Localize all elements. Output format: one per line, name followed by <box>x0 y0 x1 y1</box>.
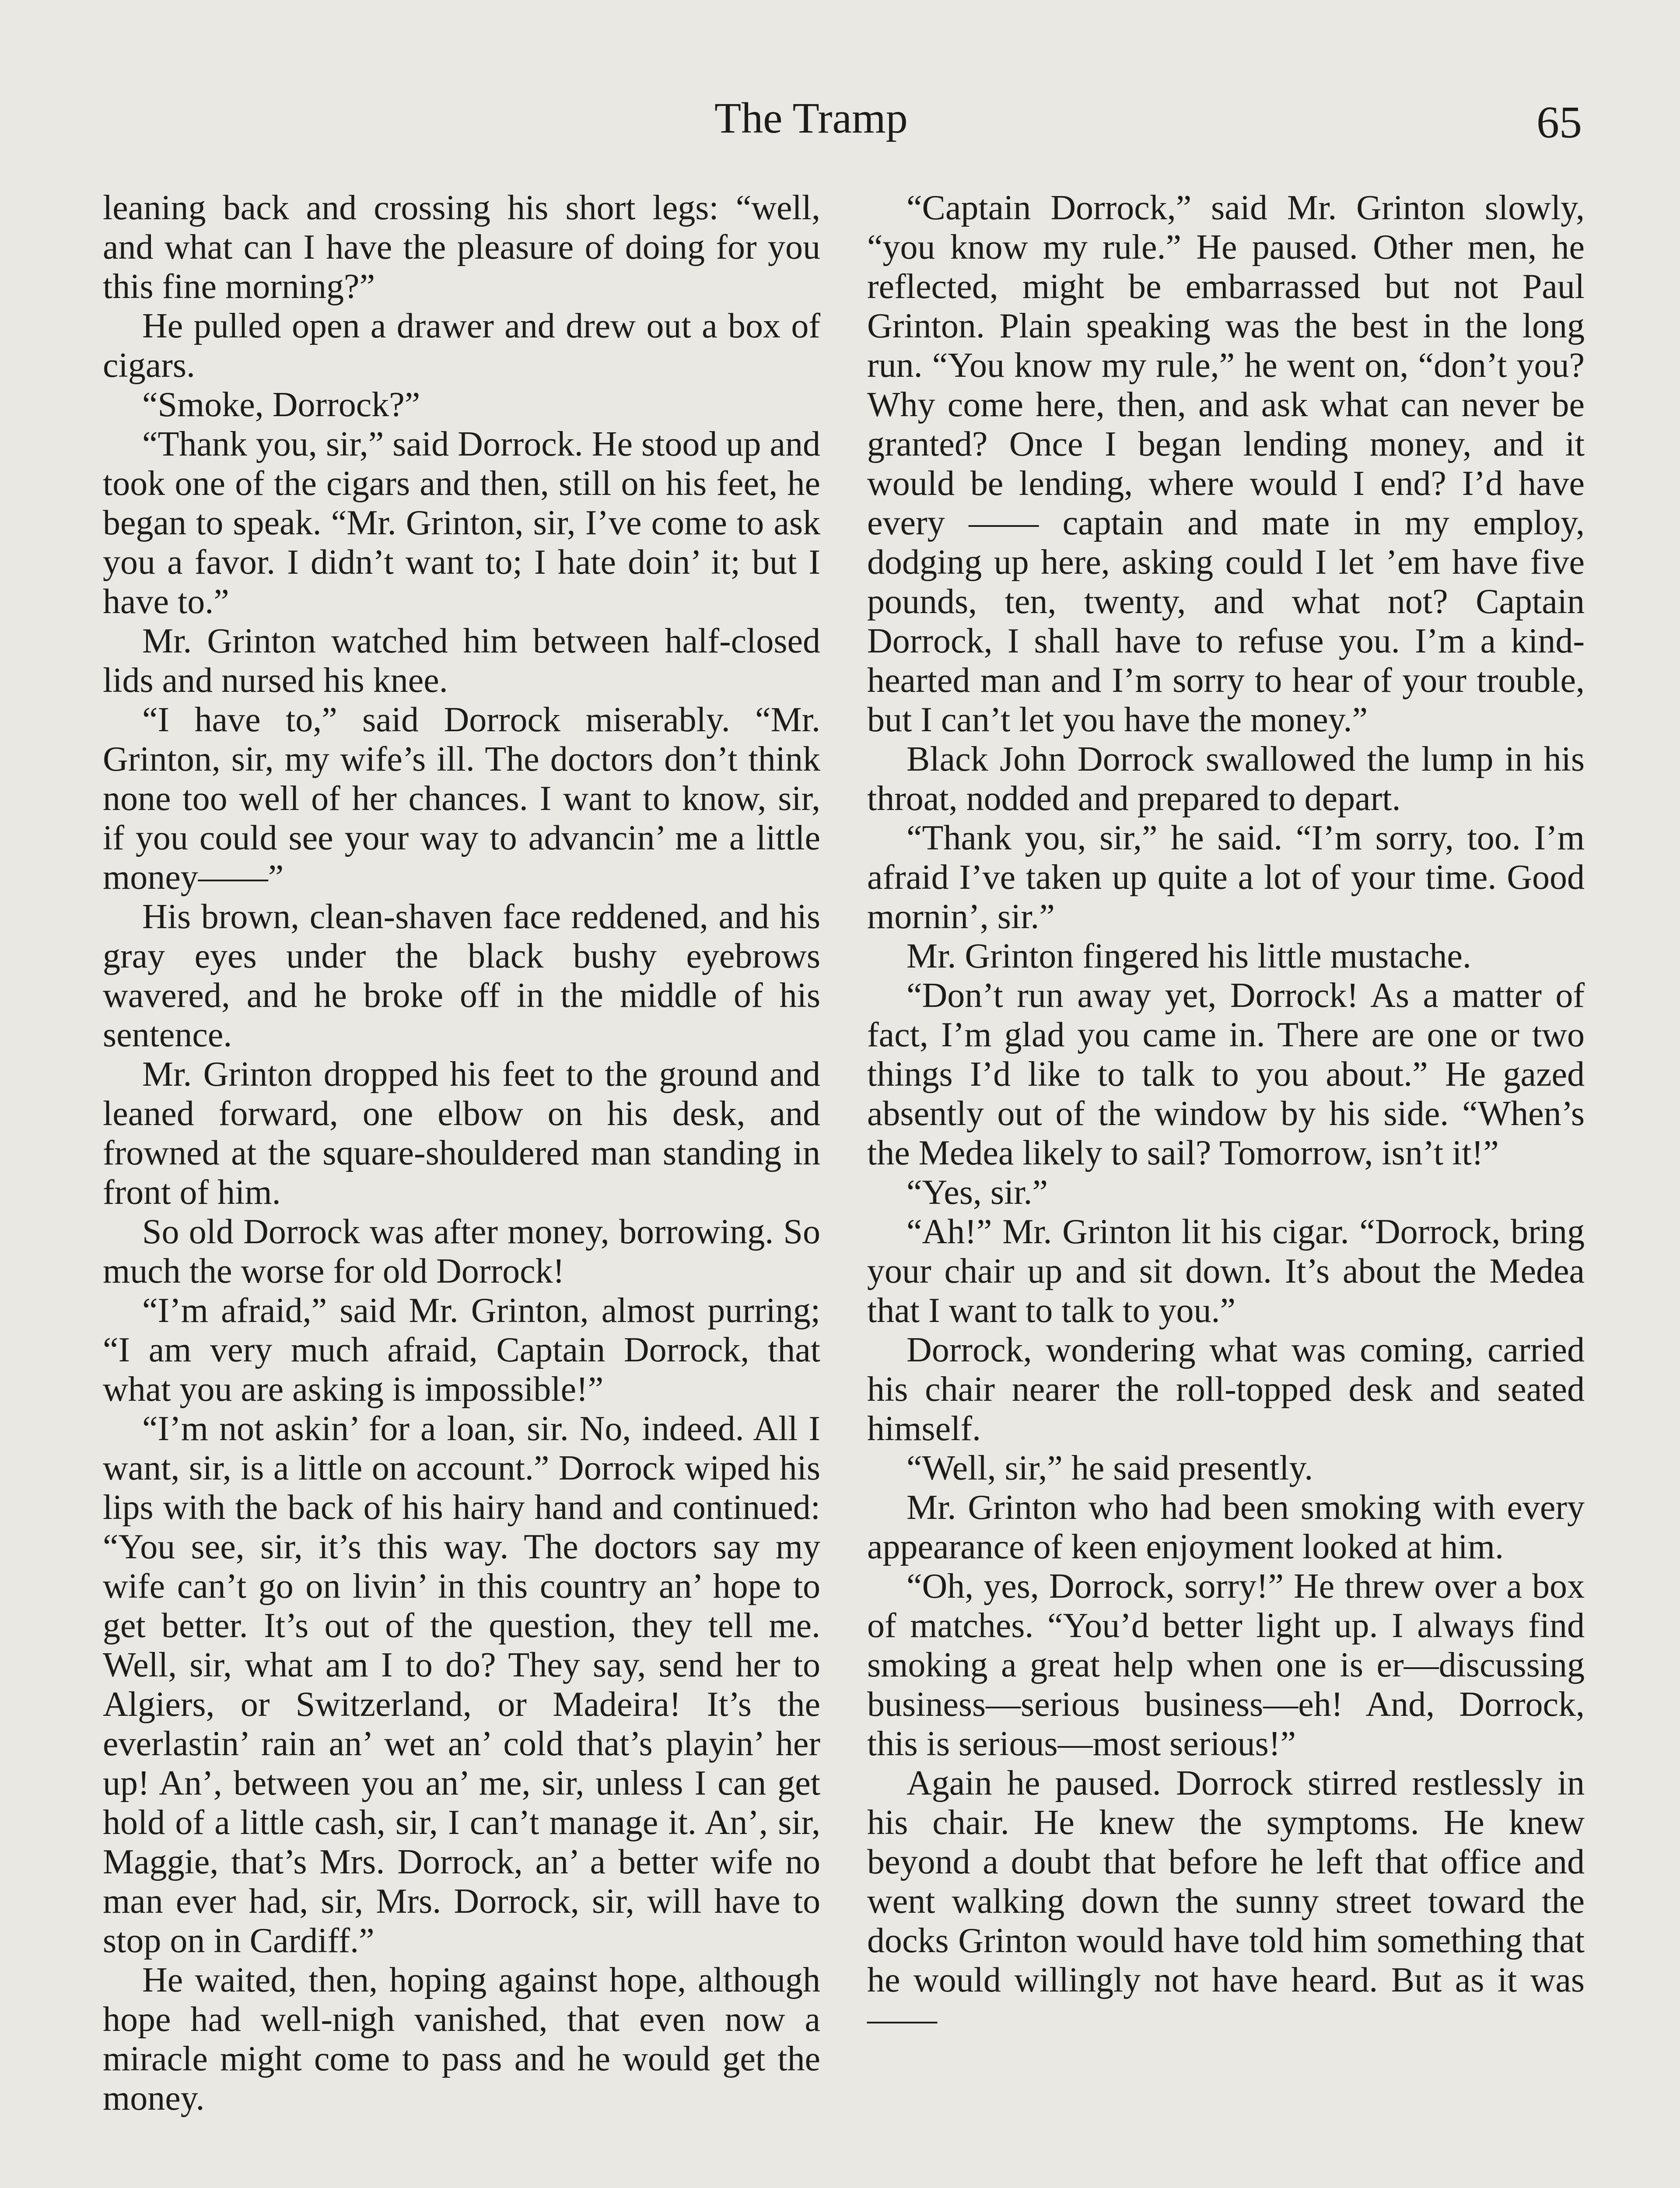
page-number: 65 <box>1536 97 1582 147</box>
paragraph: “Ah!” Mr. Grinton lit his cigar. “Dorrock, bring your chair up and sit down. It’s about the Medea that I want to talk to you.” <box>867 1213 1585 1330</box>
paragraph: “Oh, yes, Dorrock, sorry!” He threw over a box of matches. “You’d better light up. I always find smoking a great help when one is er—discussing business—serious business—eh! And, Dorrock, this is serious—most serious!” <box>867 1567 1585 1763</box>
paragraph: “Captain Dorrock,” said Mr. Grinton slowly, “you know my rule.” He paused. Other men, he reflected, might be embarrassed but not Paul Grinton. Plain speaking was the best in the long run. “You know my rule,” he went on, “don’t you? Why come here, then, and ask what can never be granted? Once I began lending money, and it would be lending, where would I end? I’d have every —— captain and mate in my employ, dodging up here, asking could I let ’em have five pounds, ten, twenty, and what not? Captain Dorrock, I shall have to refuse you. I’m a kind-hearted man and I’m sorry to hear of your trouble, but I can’t let you have the money.” <box>867 189 1585 739</box>
right-column <box>867 188 1585 2039</box>
paragraph: “I’m afraid,” said Mr. Grinton, almost purring; “I am very much afraid, Captain Dorrock, that what you are asking is impossible!” <box>103 1291 820 1409</box>
paragraph: His brown, clean-shaven face reddened, and his gray eyes under the black bushy eyebrows wavered, and he broke off in the middle of his sentence. <box>103 898 820 1054</box>
paragraph: “Thank you, sir,” said Dorrock. He stood up and took one of the cigars and then, still on his feet, he began to speak. “Mr. Grinton, sir, I’ve come to ask you a favor. I didn’t want to; I hate doin’ it; but I have to.” <box>103 425 820 621</box>
paragraph: Mr. Grinton who had been smoking with every appearance of keen enjoyment looked at him. <box>867 1488 1585 1566</box>
paragraph: “Thank you, sir,” he said. “I’m sorry, too. I’m afraid I’ve taken up quite a lot of your time. Good mornin’, sir.” <box>867 819 1585 936</box>
paragraph: So old Dorrock was after money, borrowing. So much the worse for old Dorrock! <box>103 1213 820 1290</box>
paragraph: He pulled open a drawer and drew out a box of cigars. <box>103 307 820 385</box>
paragraph: Mr. Grinton dropped his feet to the ground and leaned forward, one elbow on his desk, and frowned at the square-shouldered man standing in front of him. <box>103 1055 820 1212</box>
paragraph: Black John Dorrock swallowed the lump in his throat, nodded and prepared to depart. <box>867 740 1585 818</box>
paragraph: Mr. Grinton fingered his little mustache. <box>906 937 1471 975</box>
running-head: The Tramp <box>714 94 908 142</box>
paragraph: “Yes, sir.” <box>906 1173 1048 1212</box>
paragraph: “Well, sir,” he said presently. <box>906 1449 1313 1487</box>
paragraph: “Don’t run away yet, Dorrock! As a matter of fact, I’m glad you came in. There are one or two things I’d like to talk to you about.” He gazed absently out of the window by his side. “When’s the Medea likely to sail? Tomorrow, isn’t it!” <box>867 976 1585 1172</box>
paragraph: Again he paused. Dorrock stirred restlessly in his chair. He knew the symptoms. He knew beyond a doubt that before he left that office and went walking down the sunny street toward the docks Grinton would have told him something that he would willingly not have heard. But as it was—— <box>867 1764 1585 2039</box>
paragraph: “I have to,” said Dorrock miserably. “Mr. Grinton, sir, my wife’s ill. The doctors don’t think none too well of her chances. I want to know, sir, if you could see your way to advancin’ me a little money——” <box>103 701 820 897</box>
paragraph: leaning back and crossing his short legs: “well, and what can I have the pleasure of doing for you this fine morning?” <box>103 189 820 306</box>
paragraph: He waited, then, hoping against hope, although hope had well-nigh vanished, that even now a miracle might come to pass and he would get the money. <box>103 1961 820 2118</box>
left-column <box>103 188 820 2118</box>
paragraph: Mr. Grinton watched him between half-closed lids and nursed his knee. <box>103 622 820 700</box>
paragraph: Dorrock, wondering what was coming, carried his chair nearer the roll-topped desk and seated himself. <box>867 1331 1585 1448</box>
paragraph: “Smoke, Dorrock?” <box>142 386 420 424</box>
paragraph: “I’m not askin’ for a loan, sir. No, indeed. All I want, sir, is a little on account.” Dorrock wiped his lips with the back of his hairy hand and continued: “You see, sir, it’s this way. The doctors say my wife can’t go on livin’ in this country an’ hope to get better. It’s out of the question, they tell me. Well, sir, what am I to do? They say, send her to Algiers, or Switzerland, or Madeira! It’s the everlastin’ rain an’ wet an’ cold that’s playin’ her up! An’, between you an’ me, sir, unless I can get hold of a little cash, sir, I can’t manage it. An’, sir, Maggie, that’s Mrs. Dorrock, an’ a better wife no man ever had, sir, Mrs. Dorrock, sir, will have to stop on in Cardiff.” <box>103 1410 820 1960</box>
